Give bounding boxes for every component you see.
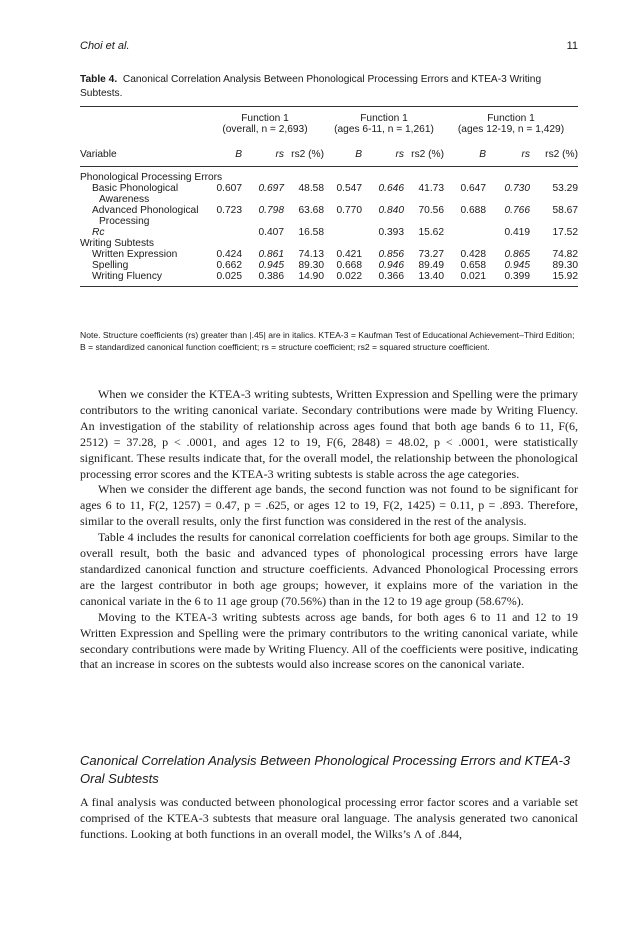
col-rs2: rs2 (%) <box>411 149 444 160</box>
col-b: B <box>479 149 486 160</box>
paragraph: When we consider the KTEA-3 writing subtests, Written Expression and Spelling were the primary contributors to the writing canonical variate. Secondary contributions were made by Writing Fluency. An investigation of the stability of relationship across ages found that both age bands 6 to 11, F(6, 2512) = 37.28, p < .0001, and ages 12 to 19, F(6, 2848) = 48.02, p < .0001, were statistically significant. These results indicate that, for the overall model, the relationship between the phonological processing error scores and the KTEA-3 writing subtests is stable across the age categories. <box>80 387 578 481</box>
paragraph: When we consider the different age bands, the second function was not found to be significant for ages 6 to 11, F(2, 1257) = 0.47, p = .625, or ages 12 to 19, F(2, 1425) = 0.11, p = .893. Therefore, similar to the overall results, only the first function was considered in the rest of the analysis. <box>80 482 578 529</box>
col-b: B <box>235 149 242 160</box>
table-caption <box>80 73 578 101</box>
body-section-1 <box>80 387 578 673</box>
table-row: Advanced Phonological Processing 0.723 0.798 63.68 0.770 0.840 70.56 0.688 0.766 58.67 <box>92 205 578 227</box>
page-number: 11 <box>566 40 578 52</box>
section-writing-subtests: Writing Subtests <box>80 238 154 249</box>
body-section-2 <box>80 795 578 843</box>
col-rs: rs <box>275 149 284 160</box>
data-table <box>80 106 578 287</box>
col-rs: rs <box>395 149 404 160</box>
section-heading: Canonical Correlation Analysis Between Phonological Processing Errors and KTEA-3 Oral Subtests <box>80 753 571 786</box>
table-row: Writing Fluency 0.025 0.386 14.90 0.022 0.366 13.40 0.021 0.399 15.92 <box>80 271 578 287</box>
paragraph: Moving to the KTEA-3 writing subtests across age bands, for both ages 6 to 11 and 12 to 19 Written Expression and Spelling were the primary contributors to the writing canonical variate, while secondary contributions were made by Writing Fluency. All of the coefficients were positive, indicating that an increase in scores on the subtests would also increase scores on the canonical variate. <box>80 609 578 672</box>
col-b: B <box>355 149 362 160</box>
group-header-ages-6-11: Function 1 (ages 6-11, n = 1,261) <box>334 113 434 135</box>
section-phonological-errors: Phonological Processing Errors <box>80 172 223 183</box>
table-row: Written Expression 0.424 0.861 74.13 0.421 0.856 73.27 0.428 0.865 74.82 <box>92 249 578 260</box>
group-header-ages-12-19: Function 1 (ages 12-19, n = 1,429) <box>457 113 565 135</box>
table-label: Table 4. <box>80 74 118 85</box>
group-header-overall: Function 1 (overall, n = 2,693) <box>222 113 308 135</box>
col-rs2: rs2 (%) <box>545 149 578 160</box>
column-header-row <box>80 135 578 167</box>
running-head <box>80 40 578 56</box>
table-note: Note. Structure coefficients (rs) greater than |.45| are in italics. KTEA-3 = Kaufman Test of Educational Achievement–Third Edition; B = standardized canonical function coefficient; rs = structure coefficient; rs2 = squared structure coefficient. <box>80 330 575 352</box>
paragraph: Table 4 includes the results for canonical correlation coefficients for both age groups. Similar to the overall result, both the basic and advanced types of phonological processing errors have large standardized canonical function and structure coefficients. Advanced Phonological Processing errors are the largest contributor in both age groups; however, it explains more of the variation in the canonical variate in the 6 to 11 age group (70.56%) than in the 12 to 19 age group (58.67%). <box>80 530 578 608</box>
col-rs: rs <box>521 149 530 160</box>
running-head-author: Choi et al. <box>80 40 130 52</box>
col-rs2: rs2 (%) <box>291 149 324 160</box>
table-title: Canonical Correlation Analysis Between Phonological Processing Errors and KTEA-3 Writing Subtests. <box>80 74 542 99</box>
paragraph: A final analysis was conducted between phonological processing error factor scores and a variable set comprised of the KTEA-3 subtests that measure oral language. The analysis generated two canonical functions. Looking at both functions in an overall model, the Wilks’s Λ of .844, <box>80 795 578 841</box>
col-variable: Variable <box>80 149 117 160</box>
table-row: Basic Phonological Awareness 0.607 0.697 48.58 0.547 0.646 41.73 0.647 0.730 53.29 <box>92 183 578 205</box>
table-row: Spelling 0.662 0.945 89.30 0.668 0.946 89.49 0.658 0.945 89.30 <box>92 260 578 271</box>
table-row: Rc 0.407 16.58 0.393 15.62 0.419 17.52 <box>92 227 578 238</box>
